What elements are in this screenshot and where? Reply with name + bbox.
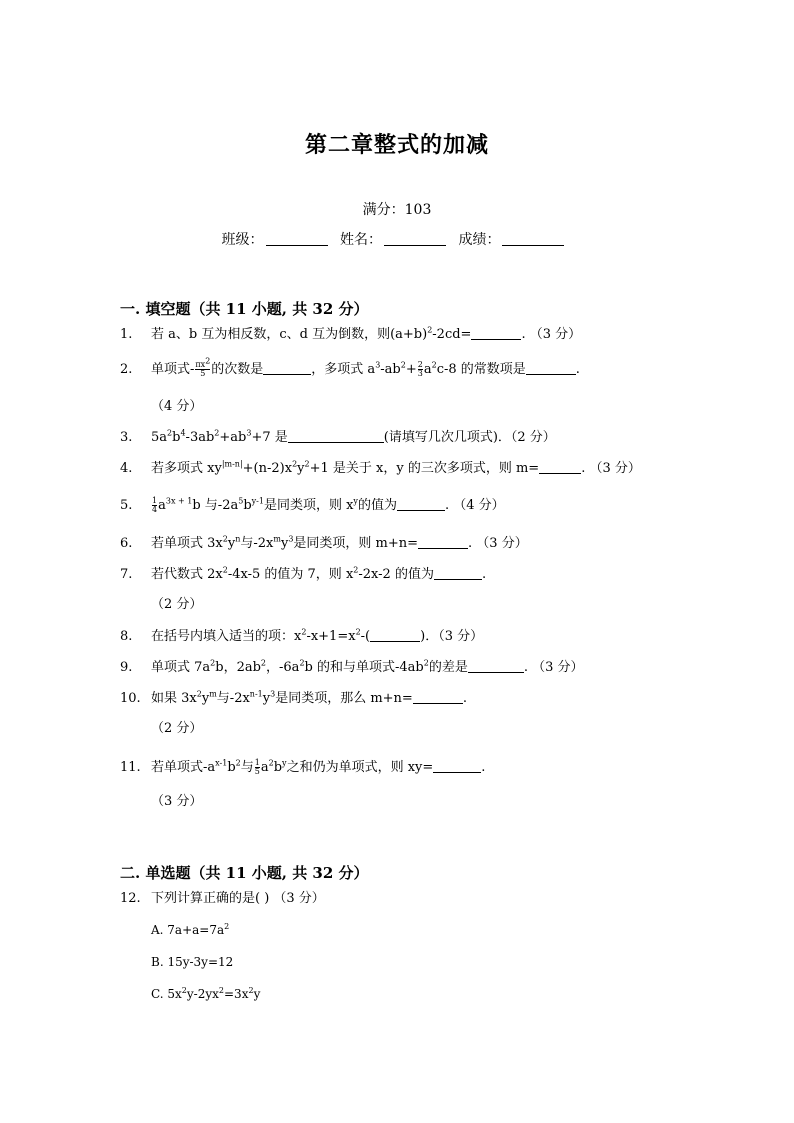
question-5: 5. $\frac{1}{4}$ $a^{3x + 1}b$ 与$-2a^5b^{y-1}$是同类项，则 $x^y$的值为 . （4 分）	[120, 496, 505, 514]
full-score: 满分：103	[362, 202, 432, 218]
question-7: 7. 若代数式 $2x^2-4x-5$ 的值为 7，则 $x^2-2x-2$ 的值为 .	[120, 565, 487, 582]
name-blank[interactable]	[384, 233, 446, 246]
question-11-points: （3 分）	[151, 794, 203, 809]
question-1: 1. 若 a、b 互为相反数，c、d 互为倒数，则$(a+b)^2-2cd=$ . （3 分）	[120, 325, 582, 342]
option-b[interactable]: B. 15y-3y=12	[151, 955, 234, 969]
name-label: 姓名：	[340, 232, 382, 248]
fraction: $\frac{1}{4}$	[152, 496, 158, 514]
answer-blank[interactable]	[413, 691, 463, 704]
question-2: 2. 单项式- $\frac{\pi x^2}{5}$ 的次数是 ，多项式 $a^3-ab^2+$ $\frac{2}{3}$ $a^2c-8$ 的常数项是 .	[120, 356, 580, 378]
question-number: 3.	[120, 430, 133, 445]
answer-blank[interactable]	[397, 498, 445, 511]
grade-blank[interactable]	[502, 233, 564, 246]
question-number: 7.	[120, 567, 133, 582]
answer-blank[interactable]	[263, 362, 311, 375]
question-number: 8.	[120, 629, 133, 644]
question-10: 10. 如果 $3x^2y^m$与$-2x^{n-1}y^3$是同类项，那么 m+n= .	[120, 689, 467, 706]
question-2-points: （4 分）	[151, 399, 203, 414]
question-number: 1.	[120, 327, 133, 342]
question-10-points: （2 分）	[151, 721, 203, 736]
grade-label: 成绩：	[458, 232, 501, 248]
page-title: 第二章整式的加减	[304, 132, 489, 158]
answer-blank[interactable]	[418, 536, 468, 549]
answer-blank[interactable]	[526, 362, 576, 375]
question-number: 10.	[120, 691, 141, 706]
question-9: 9. 单项式 $7a^2b$，$2ab^2$，$-6a^2b$ 的和与单项式$-4ab^2$的差是 . （3 分）	[120, 658, 584, 675]
question-number: 4.	[120, 461, 133, 476]
question-number: 11.	[120, 760, 141, 775]
question-8: 8. 在括号内填入适当的项：$x^2-x+1=x^2-$( )．（3 分）	[120, 627, 484, 644]
section-fill-in-title: 一. 填空题（共 11 小题, 共 32 分）	[120, 300, 369, 318]
fraction: $\frac{\pi x^2}{5}$	[195, 356, 211, 378]
question-11: 11. 若单项式$-a^{x-1}b^2$与 $\frac{1}{5}$ $a^2b^y$之和仍为单项式，则 xy= .	[120, 758, 486, 776]
option-c[interactable]: C. $5x^2y-2yx^2=3x^2y$	[151, 986, 261, 1001]
question-3: 3. $5a^2b^4-3ab^2+ab^3+7$ 是 (请填写几次几项式)．（2 分）	[120, 428, 556, 445]
question-number: 5.	[120, 498, 133, 513]
question-number: 9.	[120, 660, 133, 675]
answer-blank[interactable]	[433, 760, 481, 773]
question-7-points: （2 分）	[151, 597, 203, 612]
class-blank[interactable]	[266, 233, 328, 246]
fraction: $\frac{1}{5}$	[254, 758, 260, 776]
question-4: 4. 若多项式 $xy^{|m-n|}+(n-2)x^2y^2+1$ 是关于 x，y 的三次多项式，则 m= . （3 分）	[120, 459, 641, 476]
answer-blank[interactable]	[434, 567, 482, 580]
fraction: $\frac{2}{3}$	[417, 360, 423, 378]
answer-blank[interactable]	[471, 327, 521, 340]
class-label: 班级：	[221, 232, 264, 248]
answer-blank[interactable]	[370, 629, 420, 642]
question-6: 6. 若单项式 $3x^2y^n$与$-2x^my^3$是同类项，则 m+n= . （3 分）	[120, 534, 528, 551]
student-info-line	[0, 229, 794, 249]
question-12: 12. 下列计算正确的是( ) （3 分）	[120, 891, 325, 906]
option-a[interactable]: A. $7a+a=7a^2$	[151, 922, 230, 937]
question-number: 12.	[120, 891, 141, 906]
answer-blank[interactable]	[539, 461, 581, 474]
question-number: 6.	[120, 536, 133, 551]
question-number: 2.	[120, 362, 133, 377]
answer-blank[interactable]	[468, 660, 524, 673]
section-single-choice-title: 二. 单选题（共 11 小题, 共 32 分）	[120, 864, 369, 882]
answer-blank[interactable]	[288, 430, 384, 443]
